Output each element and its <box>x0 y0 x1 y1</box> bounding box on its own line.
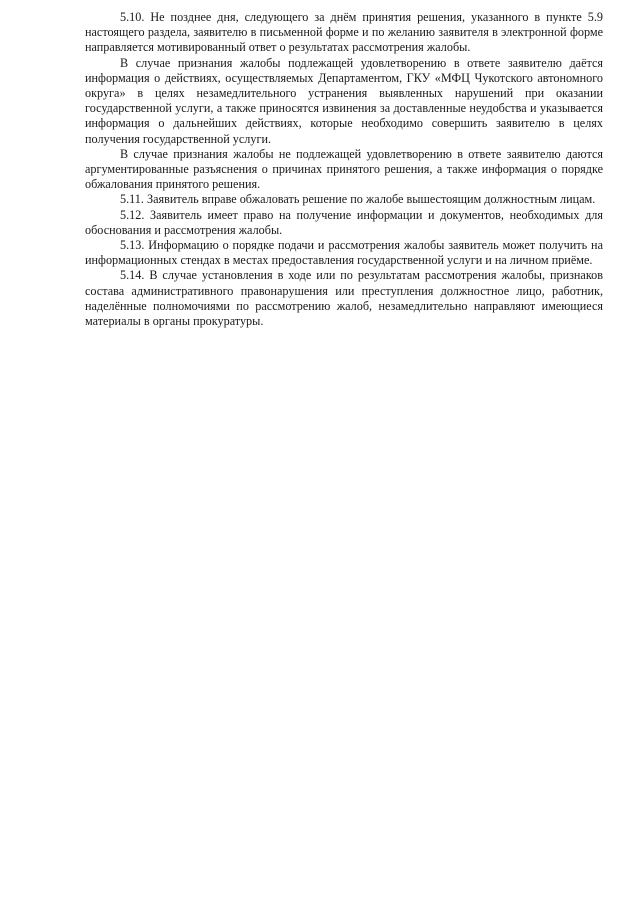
document-body <box>85 10 603 329</box>
paragraph-5-14: 5.14. В случае установления в ходе или по результатам рассмотрения жалобы, признаков состава административного правонарушения или преступления должностное лицо, работник, наделённые полномочиями по рассмотрению жалоб, незамедлительно направляют имеющиеся материалы в органы прокуратуры. <box>85 268 603 329</box>
paragraph-5-13: 5.13. Информацию о порядке подачи и рассмотрения жалобы заявитель может получить на информационных стендах в местах предоставления государственной услуги и на личном приёме. <box>85 238 603 268</box>
paragraph-5-10: 5.10. Не позднее дня, следующего за днём принятия решения, указанного в пункте 5.9 настоящего раздела, заявителю в письменной форме и по желанию заявителя в электронной форме направляется мотивированный ответ о результатах рассмотрения жалобы. <box>85 10 603 55</box>
paragraph-5-12: 5.12. Заявитель имеет право на получение информации и документов, необходимых для обоснования и рассмотрения жалобы. <box>85 207 603 237</box>
paragraph-rejected-complaint: В случае признания жалобы не подлежащей удовлетворению в ответе заявителю даются аргументированные разъяснения о причинах принятого решения, а также информация о порядке обжалования принятого решения. <box>85 146 603 192</box>
paragraph-5-11: 5.11. Заявитель вправе обжаловать решение по жалобе вышестоящим должностным лицам. <box>120 192 596 207</box>
paragraph-satisfied-complaint: В случае признания жалобы подлежащей удовлетворению в ответе заявителю даётся информация о действиях, осуществляемых Департаментом, ГКУ «МФЦ Чукотского автономного округа» в целях незамедлительного устранения выявленных нарушений при оказании государственной услуги, а также приносятся извинения за доставленные неудобства и указывается информация о дальнейших действиях, которые необходимо совершить заявителю в целях получения государственной услуги. <box>85 55 603 146</box>
